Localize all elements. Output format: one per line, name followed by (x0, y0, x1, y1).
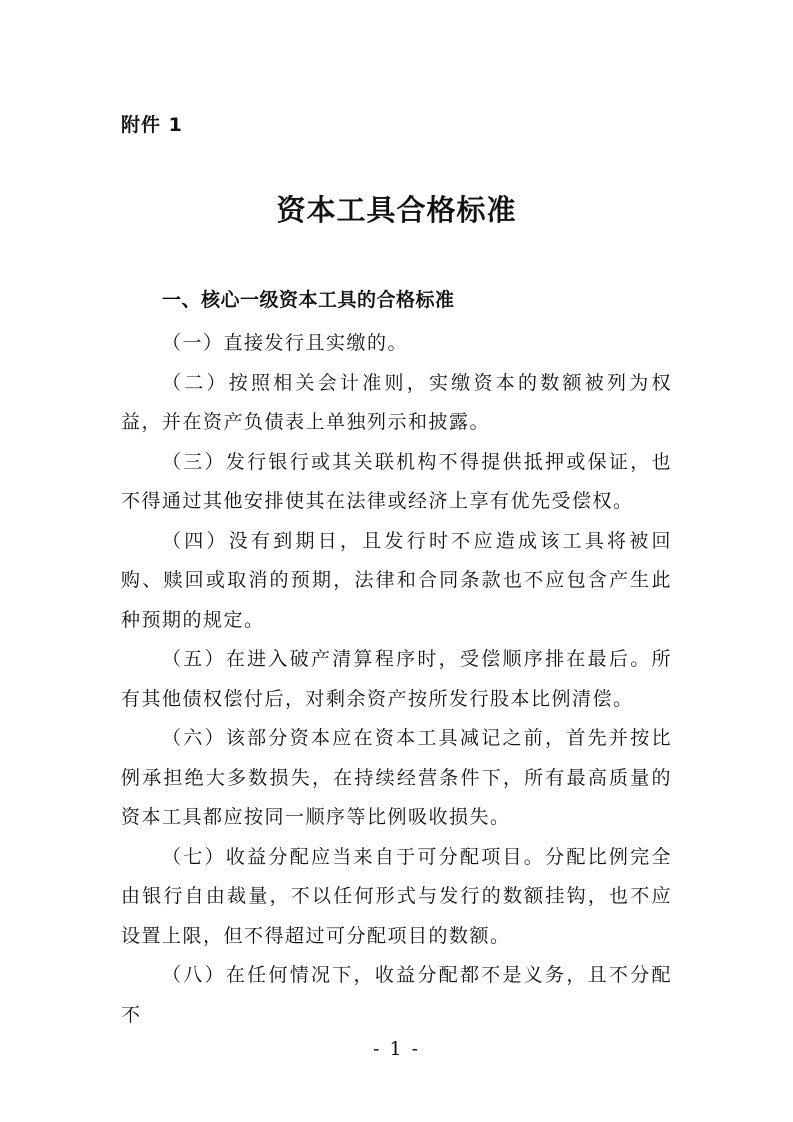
paragraph-4: （四）没有到期日，且发行时不应造成该工具将被回购、赎回或取消的预期，法律和合同条款也不应包含产生此种预期的规定。 (121, 529, 672, 631)
paragraph-6: （六）该部分资本应在资本工具减记之前，首先并按比例承担绝大多数损失，在持续经营条件下，所有最高质量的资本工具都应按同一顺序等比例吸收损失。 (121, 727, 672, 828)
paragraph-8: （八）在任何情况下，收益分配都不是义务，且不分配不 (121, 964, 672, 1026)
paragraph-3: （三）发行银行或其关联机构不得提供抵押或保证，也不得通过其他安排使其在法律或经济上享有优先受偿权。 (121, 450, 672, 512)
attachment-label: 附件 1 (121, 114, 183, 136)
section-heading: 一、核心一级资本工具的合格标准 (162, 289, 455, 311)
paragraph-5: （五）在进入破产清算程序时，受偿顺序排在最后。所有其他债权偿付后，对剩余资产按所发行股本比例清偿。 (121, 648, 672, 710)
paragraph-7: （七）收益分配应当来自于可分配项目。分配比例完全由银行自由裁量，不以任何形式与发行的数额挂钩，也不应设置上限，但不得超过可分配项目的数额。 (121, 845, 672, 947)
document-title: 资本工具合格标准 (276, 193, 517, 227)
paragraph-1: （一）直接发行且实缴的。 (162, 332, 409, 354)
document-body (121, 324, 672, 1035)
paragraph-2: （二）按照相关会计准则，实缴资本的数额被列为权益，并在资产负债表上单独列示和披露。 (121, 371, 672, 433)
page-number: - 1 - (372, 1038, 420, 1060)
